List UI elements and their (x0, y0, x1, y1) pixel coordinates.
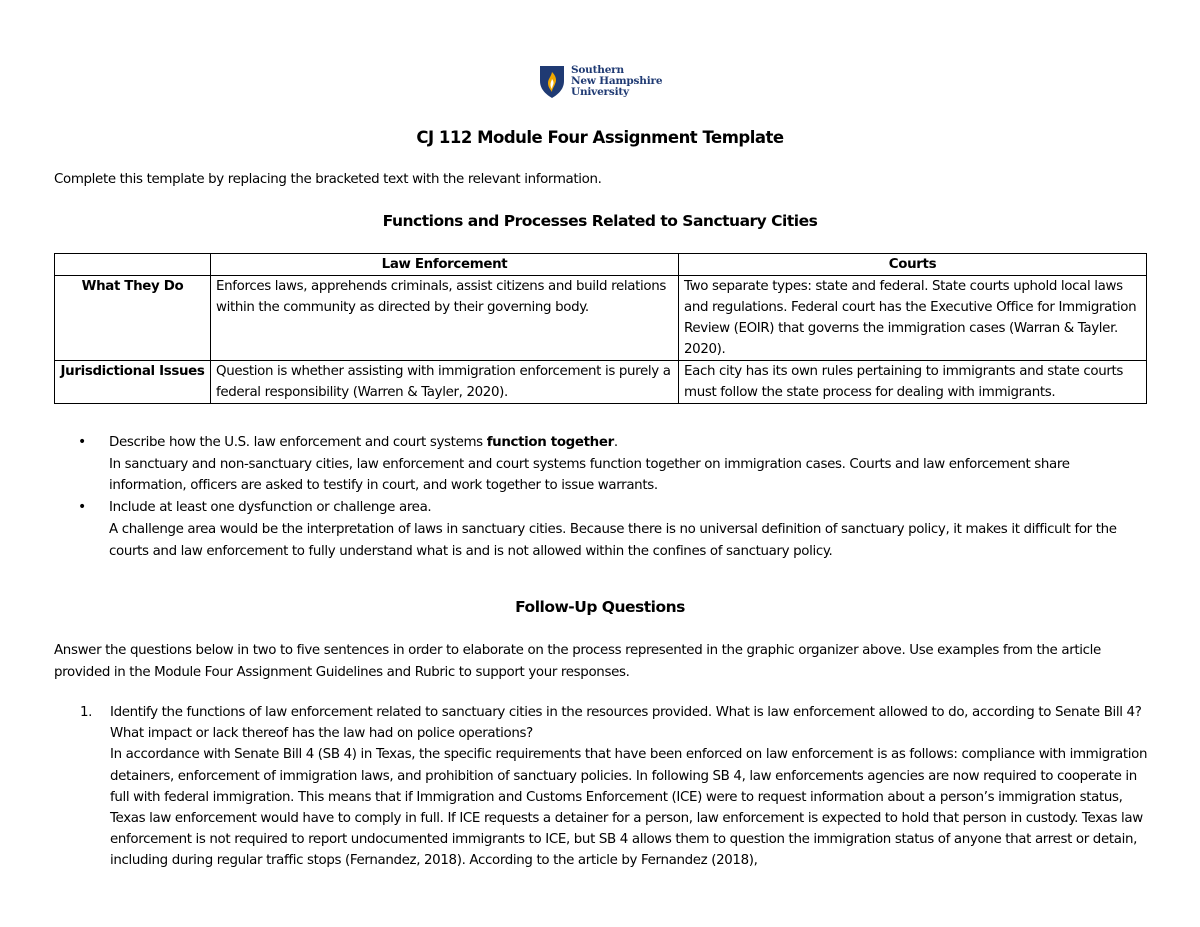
table-header-blank (55, 254, 211, 276)
row-label-what-they-do: What They Do (55, 276, 211, 361)
cell-law-jurisdictional: Question is whether assisting with immigration enforcement is purely a federal responsibility (Warren & Tayler, 2020). (211, 361, 679, 404)
document-title: CJ 112 Module Four Assignment Template (416, 128, 784, 147)
table-header-law-enforcement: Law Enforcement (211, 254, 679, 276)
section-heading-follow-up: Follow-Up Questions (515, 598, 685, 616)
bullet-prompt-1-end: . (613, 435, 618, 450)
bullet-icon: • (78, 434, 86, 450)
section-heading-functions: Functions and Processes Related to Sanctuary Cities (382, 212, 818, 230)
table-row (55, 276, 1147, 361)
logo-wordmark (571, 65, 662, 98)
follow-up-intro: Answer the questions below in two to five sentences in order to elaborate on the process represented in the graphic organizer above. Use examples from the article provided in the Module Four Assignment Guidelines and Rubric to support your responses. (54, 643, 1101, 680)
table-header-courts: Courts (679, 254, 1147, 276)
shield-flame-icon (539, 65, 565, 99)
bullet-prompt-1-text: Describe how the U.S. law enforcement and court systems (109, 435, 487, 450)
row-label-jurisdictional-issues: Jurisdictional Issues (55, 361, 211, 404)
snhu-logo (539, 65, 662, 99)
cell-courts-jurisdictional: Each city has its own rules pertaining to immigrants and state courts must follow the state process for dealing with immigrants. (679, 361, 1147, 404)
bullet-answer-2: A challenge area would be the interpretation of laws in sanctuary cities. Because there is no universal definition of sanctuary policy, it makes it difficult for the courts and law enforcement to fully understand what is and is not allowed within the confines of sanctuary policy. (109, 521, 1117, 559)
bullet-list (78, 432, 1148, 562)
table-header-row (55, 254, 1147, 276)
table-row (55, 361, 1147, 404)
question-prompt: Identify the functions of law enforcement related to sanctuary cities in the resources provided. What is law enforcement allowed to do, according to Senate Bill 4? What impact or lack thereof has the law had on police operations? (110, 705, 1142, 742)
logo-line-2: New Hampshire (571, 75, 663, 87)
list-item (78, 497, 1148, 562)
bullet-prompt-1 (109, 432, 1148, 454)
intro-text: Complete this template by replacing the bracketed text with the relevant information. (54, 172, 602, 187)
cell-courts-what-they-do: Two separate types: state and federal. State courts uphold local laws and regulations. Federal court has the Executive Office for Immigration Review (EOIR) that governs the immigration cases (Warran & Tayler. 2020). (679, 276, 1147, 361)
list-item (78, 432, 1148, 497)
logo-line-3: University (571, 86, 629, 98)
question-number: 1. (80, 705, 93, 720)
question-answer: In accordance with Senate Bill 4 (SB 4) in Texas, the specific requirements that have been enforced on law enforcement is as follows: compliance with immigration detainers, enforcement of immigration laws, and prohibition of sanctuary policies. In following SB 4, law enforcements agencies are now required to cooperate in full with federal immigration. This means that if Immigration and Customs Enforcement (ICE) were to request information about a person’s immigration status, Texas law enforcement would have to comply in full. If ICE requests a detainer for a person, law enforcement is expected to hold that person in custody. Texas law enforcement is not required to report undocumented immigrants to ICE, but SB 4 allows them to question the immigration status of anyone that arrest or detain, including during regular traffic stops (Fernandez, 2018). According to the article by Fernandez (2018), (110, 747, 1148, 869)
cell-law-what-they-do: Enforces laws, apprehends criminals, assist citizens and build relations within the community as directed by their governing body. (211, 276, 679, 361)
bullet-prompt-1-bold: function together (486, 435, 614, 450)
question-1 (80, 702, 1150, 872)
bullet-icon: • (78, 499, 86, 516)
logo-line-1: Southern (571, 64, 624, 76)
bullet-prompt-2: Include at least one dysfunction or challenge area. (109, 500, 432, 516)
bullet-answer-1: In sanctuary and non-sanctuary cities, law enforcement and court systems function together on immigration cases. Courts and law enforcement share information, officers are asked to testify in court, and work together to issue warrants. (109, 456, 1070, 494)
question-body (80, 702, 1150, 872)
functions-table (54, 253, 1147, 404)
